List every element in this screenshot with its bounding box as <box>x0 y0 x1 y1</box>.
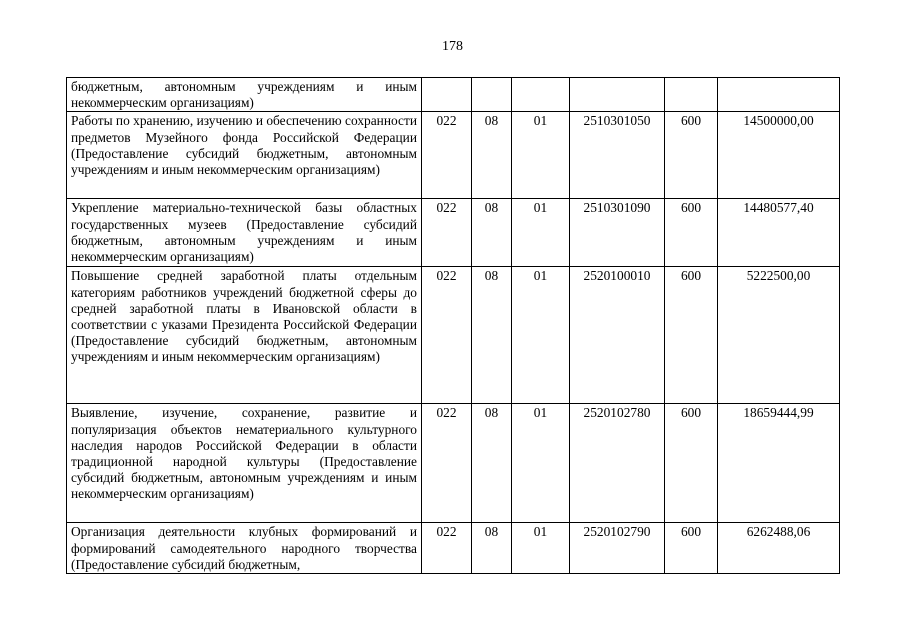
section-code <box>472 78 512 112</box>
target-article-code: 2520102780 <box>570 404 665 523</box>
page-number: 178 <box>442 39 463 54</box>
table-row <box>67 112 840 199</box>
budget-table <box>66 77 840 574</box>
ministry-code <box>422 78 472 112</box>
expense-type-code: 600 <box>665 267 718 404</box>
target-article-code <box>570 78 665 112</box>
subsection-code: 01 <box>512 404 570 523</box>
table-row <box>67 199 840 267</box>
row-description: бюджетным, автономным учреждениям и иным некоммерческим организациям) <box>67 78 422 112</box>
expense-type-code: 600 <box>665 404 718 523</box>
table-row <box>67 267 840 404</box>
subsection-code: 01 <box>512 523 570 574</box>
target-article-code: 2510301090 <box>570 199 665 267</box>
amount: 14500000,00 <box>718 112 840 199</box>
row-description: Выявление, изучение, сохранение, развитие и популяризация объектов нематериального культурного наследия народов Российской Федерации в области традиционной народной культуры (Предоставление субсидий бюджетным, автономным учреждениям и иным некоммерческим организациям) <box>67 404 422 523</box>
section-code: 08 <box>472 523 512 574</box>
expense-type-code: 600 <box>665 523 718 574</box>
subsection-code: 01 <box>512 267 570 404</box>
section-code: 08 <box>472 404 512 523</box>
table-row <box>67 404 840 523</box>
ministry-code: 022 <box>422 112 472 199</box>
expense-type-code: 600 <box>665 112 718 199</box>
ministry-code: 022 <box>422 404 472 523</box>
amount: 5222500,00 <box>718 267 840 404</box>
target-article-code: 2520102790 <box>570 523 665 574</box>
subsection-code <box>512 78 570 112</box>
amount <box>718 78 840 112</box>
section-code: 08 <box>472 267 512 404</box>
amount: 14480577,40 <box>718 199 840 267</box>
expense-type-code <box>665 78 718 112</box>
table-row <box>67 523 840 574</box>
expense-type-code: 600 <box>665 199 718 267</box>
ministry-code: 022 <box>422 267 472 404</box>
amount: 18659444,99 <box>718 404 840 523</box>
section-code: 08 <box>472 199 512 267</box>
target-article-code: 2520100010 <box>570 267 665 404</box>
ministry-code: 022 <box>422 523 472 574</box>
row-description: Организация деятельности клубных формирований и формирований самодеятельного народного творчества (Предоставление субсидий бюджетным, <box>67 523 422 574</box>
target-article-code: 2510301050 <box>570 112 665 199</box>
subsection-code: 01 <box>512 112 570 199</box>
table-row <box>67 78 840 112</box>
subsection-code: 01 <box>512 199 570 267</box>
row-description: Укрепление материально-технической базы областных государственных музеев (Предоставление субсидий бюджетным, автономным учреждениям и иным некоммерческим организациям) <box>67 199 422 267</box>
section-code: 08 <box>472 112 512 199</box>
ministry-code: 022 <box>422 199 472 267</box>
row-description: Работы по хранению, изучению и обеспечению сохранности предметов Музейного фонда Российской Федерации (Предоставление субсидий бюджетным, автономным учреждениям и иным некоммерческим организациям) <box>67 112 422 199</box>
amount: 6262488,06 <box>718 523 840 574</box>
row-description: Повышение средней заработной платы отдельным категориям работников учреждений бюджетной сферы до средней заработной платы в Ивановской области в соответствии с указами Президента Российской Федерации (Предоставление субсидий бюджетным, автономным учреждениям и иным некоммерческим организациям) <box>67 267 422 404</box>
